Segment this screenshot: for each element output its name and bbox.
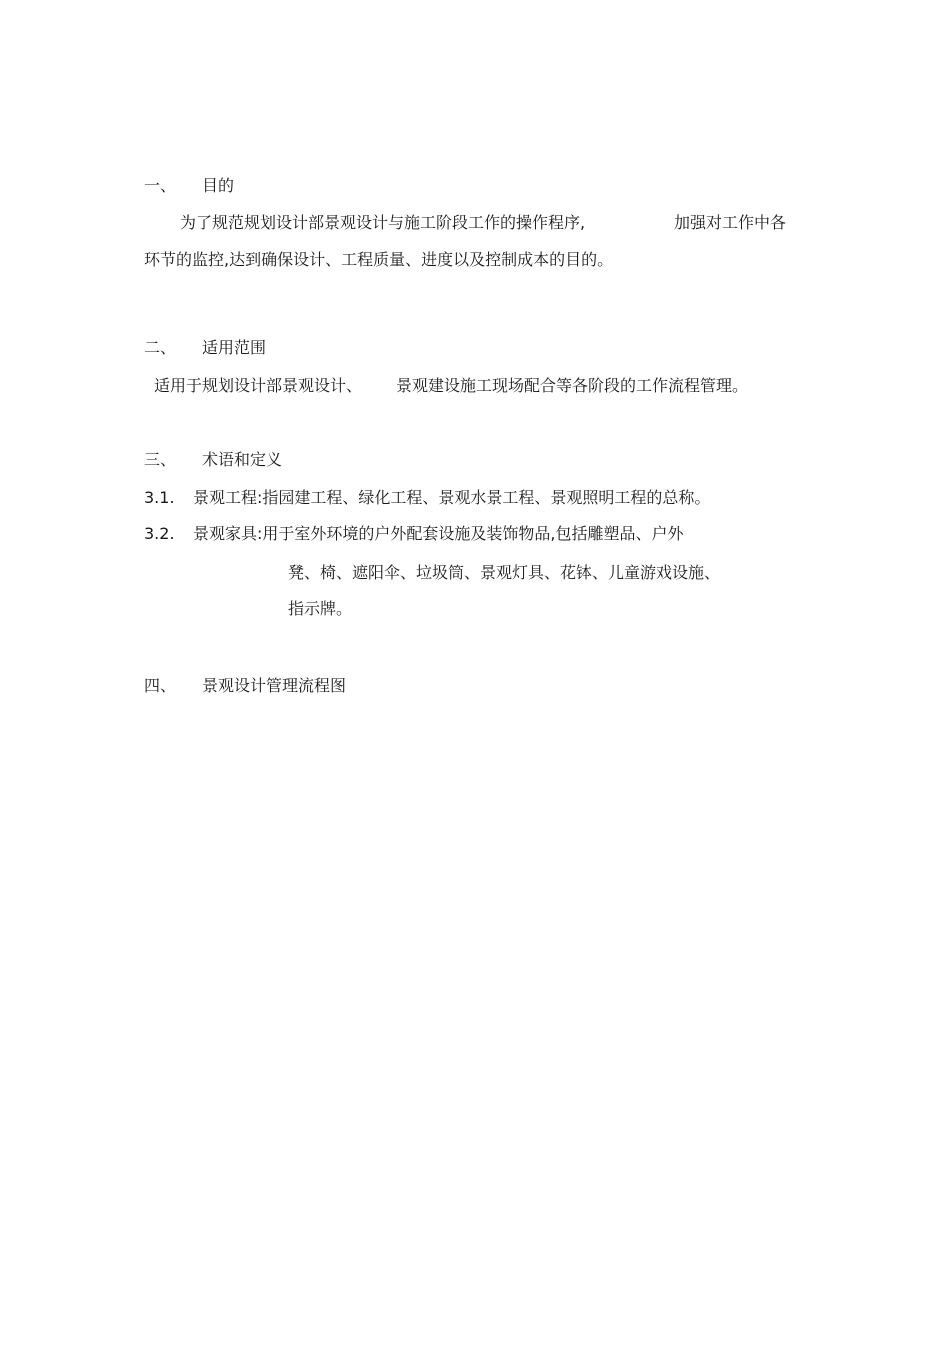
section-2-heading: 适用范围 [202,338,267,357]
section-2-body-end: 景观建设施工现场配合等各阶段的工作流程管理。 [396,376,749,395]
definition-3-1-number: 3.1. [144,488,175,507]
section-3-heading: 术语和定义 [202,450,283,469]
definition-3-2-continuation-1: 凳、椅、遮阳伞、垃圾筒、景观灯具、花钵、儿童游戏设施、 [288,563,721,582]
section-1-body-line1-end: 加强对工作中各 [674,213,787,232]
section-1-number: 一、 [144,176,177,195]
section-1-body-line1: 为了规范规划设计部景观设计与施工阶段工作的操作程序, [180,213,586,232]
section-3-number: 三、 [144,450,177,469]
section-2-number: 二、 [144,338,177,357]
section-4-heading: 景观设计管理流程图 [202,676,347,695]
section-1-body-line2: 环节的监控,达到确保设计、工程质量、进度以及控制成本的目的。 [144,250,614,269]
definition-3-2-number: 3.2. [144,524,175,543]
definition-3-1-text: 景观工程:指园建工程、绿化工程、景观水景工程、景观照明工程的总称。 [193,488,711,507]
section-1-heading: 目的 [202,176,235,195]
definition-3-2-text: 景观家具:用于室外环境的户外配套设施及装饰物品,包括雕塑品、户外 [193,524,684,543]
section-4-number: 四、 [144,676,177,695]
section-2-body: 适用于规划设计部景观设计、 [154,376,363,395]
definition-3-2-continuation-2: 指示牌。 [288,599,353,618]
